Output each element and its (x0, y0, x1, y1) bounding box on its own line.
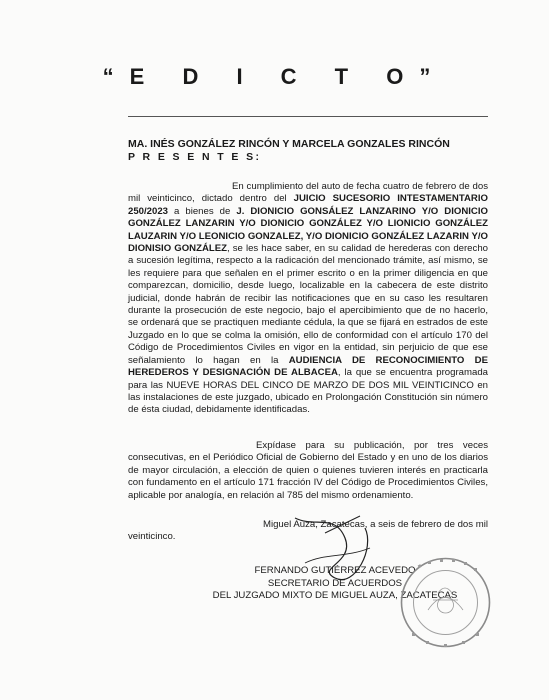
addressee-names: MA. INÉS GONZÁLEZ RINCÓN Y MARCELA GONZALES RINCÓN (128, 138, 450, 150)
case-number: JUICIO SUCESORIO INTESTAMENTARIO 250/2023 (128, 193, 488, 217)
signer-name: FERNANDO GUTIÉRREZ ACEVEDO (254, 565, 416, 576)
place-date-line1: Miguel Auza, Zacatecas, a seis de febrero de dos mil (262, 519, 488, 530)
document-title: “E D I C T O” (102, 64, 447, 89)
addressee-block (128, 138, 508, 164)
addressee-presentes: P R E S E N T E S: (128, 151, 262, 163)
signer-role: SECRETARIO DE ACUERDOS (267, 577, 403, 589)
hearing-name: AUDIENCIA DE RECONOCIMIENTO DE HEREDEROS Y DESIGNACIÓN DE ALBACEA (128, 354, 488, 379)
edict-body (128, 181, 488, 417)
body-paragraph (128, 181, 488, 417)
court-seal-icon (398, 555, 493, 650)
publication-text: Expídase para su publicación, por tres veces consecutivas, en el Periódico Oficial de Gobierno del Estado y en uno de los diarios de mayor circulación, a elección de quien o quienes tuvieren interés en practicarla con fundamento en el artículo 171 fracción IV del Código de Procedimientos Civiles, aplicable por analogía, en relación al 785 del mismo ordenamiento. (128, 440, 488, 501)
title-divider (128, 116, 488, 117)
deceased-names: J. DIONICIO GONSÁLEZ LANZARINO Y/O DIONICIO GONZÁLEZ LANZARIN Y/O DIONICIO GONZÁLEZ Y/O LIONICIO GONZÁLEZ LAUZARIN Y/O LEONICIO GONZALEZ, Y/O DIONICIO GONZÁLEZ LAZARIN Y/O DIONISIO GONZÁLEZ (128, 205, 488, 255)
signer-court: DEL JUZGADO MIXTO DE MIGUEL AUZA, ZACATECAS (212, 590, 458, 602)
body-segment: , se les hace saber, en su calidad de herederas con derecho a sucesión legítima, respecto a la radicación del mencionado trámite, así mismo, se les requiere para que señalen en el primer escrito o en la primer diligencia en que comparezcan, domicilio, desde luego, localizable en la cabecera de este distrito judicial, donde habrán de recibir las notificaciones que en su caso les resultaren durante la prosecución de este negocio, bajo el apercibimiento que de no hacerlo, se ordenará que se practiquen mediante cédula, la que se fijará en estrados de este Juzgado en lo que se colma la omisión, ello de conformidad con el artículo 170 del Código de Procedimientos Civiles en vigor en la entidad, sin perjuicio de que ese señalamiento lo hagan en la (128, 243, 488, 366)
publication-paragraph (128, 440, 488, 502)
body-segment: a bienes de (168, 205, 237, 217)
place-date-line2: veinticinco. (128, 531, 176, 543)
body-segment: En cumplimiento del auto de fecha cuatro de febrero de dos mil veinticinco, dictado dentro del (128, 181, 488, 205)
body-segment: , la que se encuentra programada para las NUEVE HORAS DEL CINCO DE MARZO DE DOS MIL VEINTICINCO en las instalaciones de este juzgado, ubicado en Prolongación Constitución sin número de ésta ciudad, debidamente identificadas. (128, 367, 488, 416)
